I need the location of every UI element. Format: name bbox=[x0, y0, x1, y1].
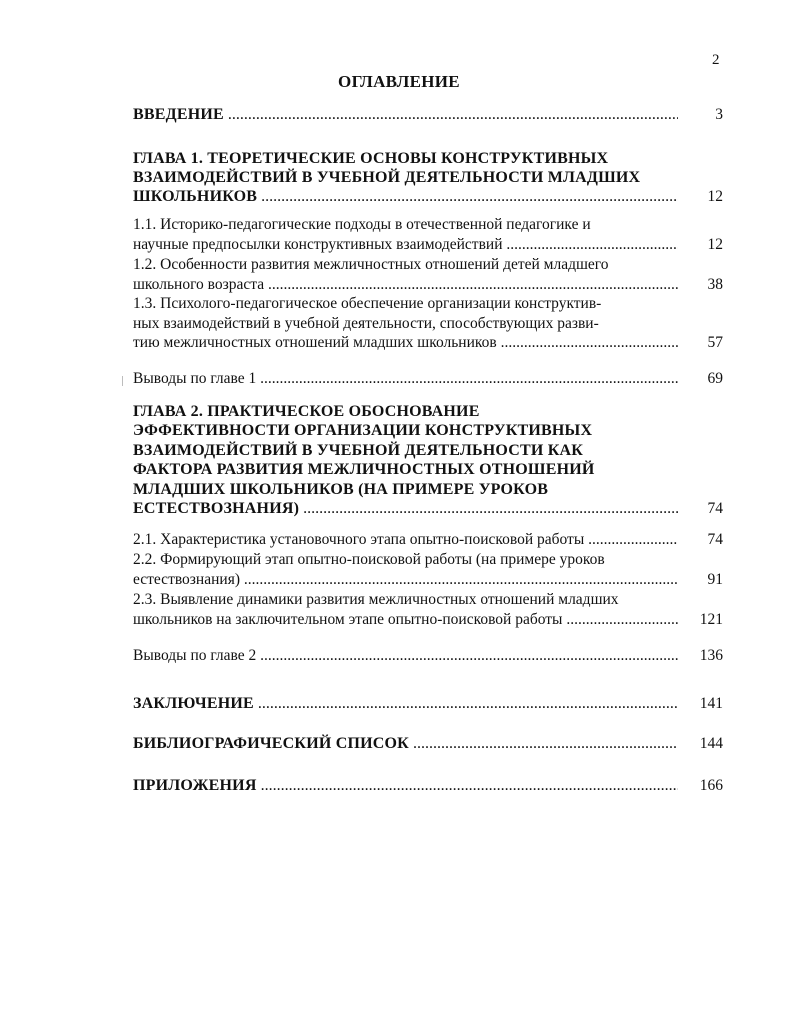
toc-entry-line: МЛАДШИХ ШКОЛЬНИКОВ (НА ПРИМЕРЕ УРОКОВ bbox=[133, 481, 549, 498]
toc-entry-line: ВЗАИМОДЕЙСТВИЙ В УЧЕБНОЙ ДЕЯТЕЛЬНОСТИ КАК bbox=[133, 442, 584, 459]
toc-page-number: 141 bbox=[699, 695, 723, 712]
toc-entry-line: ных взаимодействий в учебной деятельности, способствующих разви- bbox=[133, 315, 599, 332]
toc-page-number: 74 bbox=[707, 500, 723, 517]
toc-entry-line: 2.3. Выявление динамики развития межличностных отношений младших bbox=[133, 591, 619, 608]
toc-page-number: 57 bbox=[707, 334, 723, 351]
toc-entry-line: 1.3. Психолого-педагогическое обеспечение организации конструктив- bbox=[133, 295, 602, 312]
toc-entry-line: Выводы по главе 1 ..... bbox=[133, 369, 678, 388]
toc-entry-line: ФАКТОРА РАЗВИТИЯ МЕЖЛИЧНОСТНЫХ ОТНОШЕНИЙ bbox=[133, 461, 595, 478]
toc-page-number: 12 bbox=[707, 236, 723, 253]
toc-page-number: 69 bbox=[707, 370, 723, 387]
toc-entry-line: ЗАКЛЮЧЕНИЕ ..... bbox=[133, 694, 678, 713]
toc-entry-line: ВЗАИМОДЕЙСТВИЙ В УЧЕБНОЙ ДЕЯТЕЛЬНОСТИ МЛАДШИХ bbox=[133, 169, 641, 186]
toc-page-number: 3 bbox=[715, 106, 723, 123]
page-title: ОГЛАВЛЕНИЕ bbox=[338, 72, 460, 91]
toc-entry-line: 2.1. Характеристика установочного этапа опытно-поисковой работы ..... bbox=[133, 530, 678, 549]
toc-page-number: 38 bbox=[707, 276, 723, 293]
margin-mark bbox=[122, 376, 123, 386]
toc-entry-line: БИБЛИОГРАФИЧЕСКИЙ СПИСОК ..... bbox=[133, 734, 678, 753]
toc-page-number: 74 bbox=[707, 531, 723, 548]
toc-entry-line: 1.1. Историко-педагогические подходы в отечественной педагогике и bbox=[133, 216, 591, 233]
toc-entry-line: ПРИЛОЖЕНИЯ ..... bbox=[133, 776, 678, 795]
toc-entry-line: ЭФФЕКТИВНОСТИ ОРГАНИЗАЦИИ КОНСТРУКТИВНЫХ bbox=[133, 422, 593, 439]
toc-entry-line: 1.2. Особенности развития межличностных отношений детей младшего bbox=[133, 256, 609, 273]
toc-entry-line: ГЛАВА 2. ПРАКТИЧЕСКОЕ ОБОСНОВАНИЕ bbox=[133, 403, 480, 420]
toc-entry-line: научные предпосылки конструктивных взаимодействий ..... bbox=[133, 235, 678, 254]
toc-entry-line: 2.2. Формирующий этап опытно-поисковой работы (на примере уроков bbox=[133, 551, 605, 568]
toc-entry-line: ШКОЛЬНИКОВ ..... bbox=[133, 187, 678, 206]
toc-entry-line: ГЛАВА 1. ТЕОРЕТИЧЕСКИЕ ОСНОВЫ КОНСТРУКТИВНЫХ bbox=[133, 150, 609, 167]
toc-entry-line: школьников на заключительном этапе опытно-поисковой работы ..... bbox=[133, 610, 678, 629]
toc-page-number: 121 bbox=[699, 611, 723, 628]
toc-entry-line: Выводы по главе 2 ..... bbox=[133, 646, 678, 665]
toc-entry-line: тию межличностных отношений младших школьников ..... bbox=[133, 333, 678, 352]
toc-entry-line: естествознания) ..... bbox=[133, 570, 678, 589]
toc-page-number: 144 bbox=[699, 735, 723, 752]
toc-page-number: 12 bbox=[707, 188, 723, 205]
toc-entry-line: школьного возраста ..... bbox=[133, 275, 678, 294]
page-number: 2 bbox=[712, 52, 720, 68]
toc-page-number: 91 bbox=[707, 571, 723, 588]
toc-entry-line: ВВЕДЕНИЕ ..... bbox=[133, 105, 678, 124]
toc-page-number: 136 bbox=[699, 647, 723, 664]
toc-page-number: 166 bbox=[699, 777, 723, 794]
toc-entry-line: ЕСТЕСТВОЗНАНИЯ) ..... bbox=[133, 499, 678, 518]
